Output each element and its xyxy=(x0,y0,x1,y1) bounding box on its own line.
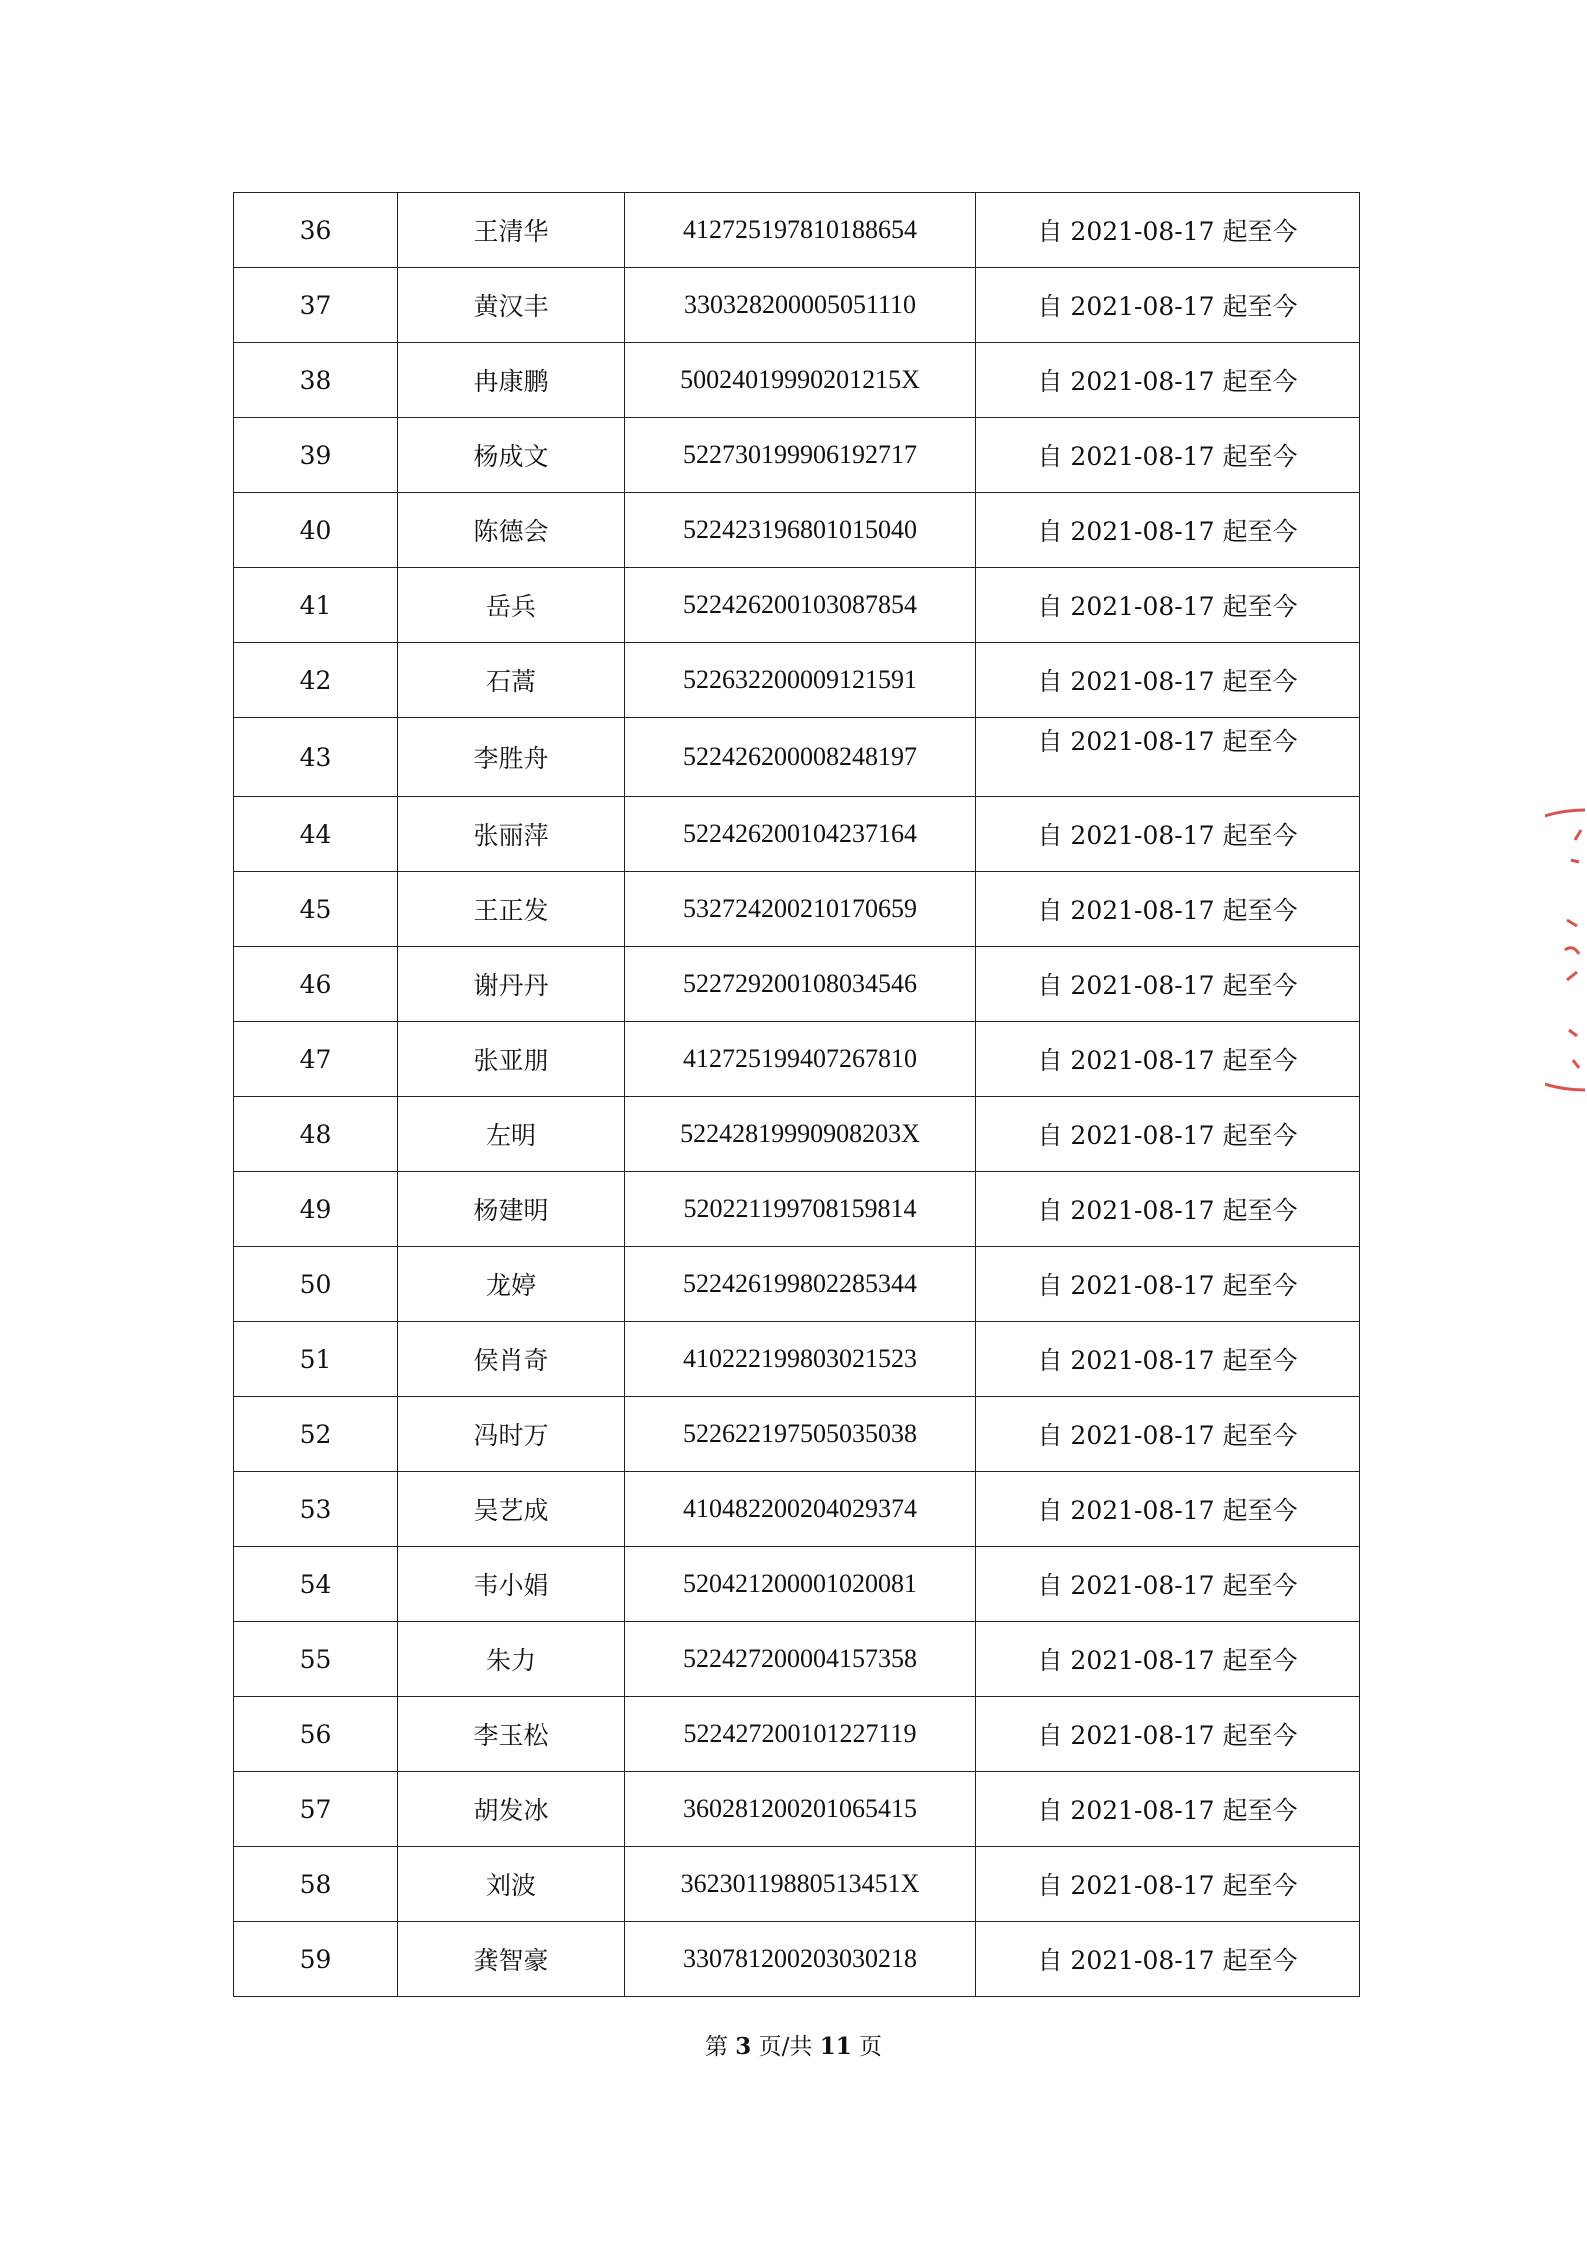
table-row xyxy=(234,1022,1360,1097)
row-number-cell: 53 xyxy=(234,1472,398,1547)
period-cell: 自 2021-08-17 起至今 xyxy=(976,1697,1360,1772)
id-number-cell: 330781200203030218 xyxy=(625,1922,976,1997)
name-cell: 黄汉丰 xyxy=(398,268,625,343)
name-cell: 张丽萍 xyxy=(398,797,625,872)
name-cell: 侯肖奇 xyxy=(398,1322,625,1397)
row-number-cell: 56 xyxy=(234,1697,398,1772)
table-row xyxy=(234,1847,1360,1922)
row-number-cell: 47 xyxy=(234,1022,398,1097)
name-cell: 王正发 xyxy=(398,872,625,947)
id-number-cell: 522427200004157358 xyxy=(625,1622,976,1697)
row-number-cell: 42 xyxy=(234,643,398,718)
period-cell: 自 2021-08-17 起至今 xyxy=(976,1097,1360,1172)
row-number-cell: 52 xyxy=(234,1397,398,1472)
period-cell: 自 2021-08-17 起至今 xyxy=(976,343,1360,418)
table-row xyxy=(234,1397,1360,1472)
row-number-cell: 58 xyxy=(234,1847,398,1922)
name-cell: 龙婷 xyxy=(398,1247,625,1322)
name-cell: 李玉松 xyxy=(398,1697,625,1772)
name-cell: 王清华 xyxy=(398,193,625,268)
period-cell: 自 2021-08-17 起至今 xyxy=(976,797,1360,872)
footer-prefix: 第 xyxy=(704,2034,728,2060)
table-row xyxy=(234,193,1360,268)
id-number-cell: 410222199803021523 xyxy=(625,1322,976,1397)
name-cell: 陈德会 xyxy=(398,493,625,568)
table-row xyxy=(234,1697,1360,1772)
period-cell: 自 2021-08-17 起至今 xyxy=(976,643,1360,718)
table-row xyxy=(234,1472,1360,1547)
table-row xyxy=(234,1547,1360,1622)
row-number-cell: 57 xyxy=(234,1772,398,1847)
id-number-cell: 50024019990201215X xyxy=(625,343,976,418)
period-cell: 自 2021-08-17 起至今 xyxy=(976,1922,1360,1997)
table-row xyxy=(234,1622,1360,1697)
table-row xyxy=(234,947,1360,1022)
id-number-cell: 522427200101227119 xyxy=(625,1697,976,1772)
row-number-cell: 48 xyxy=(234,1097,398,1172)
name-cell: 李胜舟 xyxy=(398,718,625,797)
period-cell: 自 2021-08-17 起至今 xyxy=(976,1622,1360,1697)
row-number-cell: 49 xyxy=(234,1172,398,1247)
id-number-cell: 522622197505035038 xyxy=(625,1397,976,1472)
id-number-cell: 36230119880513451X xyxy=(625,1847,976,1922)
table-row xyxy=(234,1247,1360,1322)
row-number-cell: 40 xyxy=(234,493,398,568)
id-number-cell: 330328200005051110 xyxy=(625,268,976,343)
table-row xyxy=(234,1772,1360,1847)
id-number-cell: 522729200108034546 xyxy=(625,947,976,1022)
period-cell: 自 2021-08-17 起至今 xyxy=(976,1172,1360,1247)
name-cell: 张亚朋 xyxy=(398,1022,625,1097)
table-row xyxy=(234,1172,1360,1247)
id-number-cell: 410482200204029374 xyxy=(625,1472,976,1547)
table-row xyxy=(234,343,1360,418)
name-cell: 刘波 xyxy=(398,1847,625,1922)
period-cell: 自 2021-08-17 起至今 xyxy=(976,1397,1360,1472)
id-number-cell: 520221199708159814 xyxy=(625,1172,976,1247)
table-row xyxy=(234,872,1360,947)
row-number-cell: 55 xyxy=(234,1622,398,1697)
name-cell: 朱力 xyxy=(398,1622,625,1697)
name-cell: 左明 xyxy=(398,1097,625,1172)
table-row xyxy=(234,268,1360,343)
id-number-cell: 520421200001020081 xyxy=(625,1547,976,1622)
period-cell: 自 2021-08-17 起至今 xyxy=(976,193,1360,268)
footer-suffix: 页 xyxy=(859,2034,883,2060)
id-number-cell: 522426199802285344 xyxy=(625,1247,976,1322)
row-number-cell: 51 xyxy=(234,1322,398,1397)
red-seal-stamp-icon xyxy=(1545,800,1587,1100)
period-cell: 自 2021-08-17 起至今 xyxy=(976,568,1360,643)
name-cell: 韦小娟 xyxy=(398,1547,625,1622)
row-number-cell: 46 xyxy=(234,947,398,1022)
table-row xyxy=(234,418,1360,493)
period-cell: 自 2021-08-17 起至今 xyxy=(976,1472,1360,1547)
row-number-cell: 59 xyxy=(234,1922,398,1997)
id-number-cell: 532724200210170659 xyxy=(625,872,976,947)
row-number-cell: 45 xyxy=(234,872,398,947)
name-cell: 杨建明 xyxy=(398,1172,625,1247)
period-cell: 自 2021-08-17 起至今 xyxy=(976,1022,1360,1097)
total-pages-number: 11 xyxy=(819,2033,852,2060)
row-number-cell: 37 xyxy=(234,268,398,343)
period-cell: 自 2021-08-17 起至今 xyxy=(976,493,1360,568)
table-row xyxy=(234,718,1360,797)
period-cell: 自 2021-08-17 起至今 xyxy=(976,718,1360,797)
page-footer xyxy=(0,2028,1587,2061)
table-row xyxy=(234,493,1360,568)
table-row xyxy=(234,797,1360,872)
period-cell: 自 2021-08-17 起至今 xyxy=(976,1772,1360,1847)
row-number-cell: 36 xyxy=(234,193,398,268)
id-number-cell: 522423196801015040 xyxy=(625,493,976,568)
table-row xyxy=(234,1922,1360,1997)
current-page-number: 3 xyxy=(735,2033,752,2060)
footer-middle: 页/共 xyxy=(758,2034,813,2060)
row-number-cell: 39 xyxy=(234,418,398,493)
personnel-table xyxy=(233,192,1360,1997)
id-number-cell: 522632200009121591 xyxy=(625,643,976,718)
row-number-cell: 38 xyxy=(234,343,398,418)
row-number-cell: 44 xyxy=(234,797,398,872)
row-number-cell: 43 xyxy=(234,718,398,797)
name-cell: 吴艺成 xyxy=(398,1472,625,1547)
table-row xyxy=(234,1097,1360,1172)
id-number-cell: 360281200201065415 xyxy=(625,1772,976,1847)
period-cell: 自 2021-08-17 起至今 xyxy=(976,1247,1360,1322)
period-cell: 自 2021-08-17 起至今 xyxy=(976,1847,1360,1922)
name-cell: 冉康鹏 xyxy=(398,343,625,418)
period-cell: 自 2021-08-17 起至今 xyxy=(976,1322,1360,1397)
name-cell: 谢丹丹 xyxy=(398,947,625,1022)
period-cell: 自 2021-08-17 起至今 xyxy=(976,872,1360,947)
period-cell: 自 2021-08-17 起至今 xyxy=(976,268,1360,343)
id-number-cell: 522426200008248197 xyxy=(625,718,976,797)
name-cell: 岳兵 xyxy=(398,568,625,643)
period-cell: 自 2021-08-17 起至今 xyxy=(976,418,1360,493)
row-number-cell: 41 xyxy=(234,568,398,643)
name-cell: 龚智豪 xyxy=(398,1922,625,1997)
table-row xyxy=(234,568,1360,643)
period-cell: 自 2021-08-17 起至今 xyxy=(976,1547,1360,1622)
id-number-cell: 412725199407267810 xyxy=(625,1022,976,1097)
name-cell: 胡发冰 xyxy=(398,1772,625,1847)
row-number-cell: 50 xyxy=(234,1247,398,1322)
table-row xyxy=(234,1322,1360,1397)
name-cell: 冯时万 xyxy=(398,1397,625,1472)
personnel-table-body xyxy=(234,193,1360,1997)
id-number-cell: 52242819990908203X xyxy=(625,1097,976,1172)
period-cell: 自 2021-08-17 起至今 xyxy=(976,947,1360,1022)
name-cell: 石蒿 xyxy=(398,643,625,718)
id-number-cell: 522426200104237164 xyxy=(625,797,976,872)
id-number-cell: 412725197810188654 xyxy=(625,193,976,268)
row-number-cell: 54 xyxy=(234,1547,398,1622)
id-number-cell: 522426200103087854 xyxy=(625,568,976,643)
id-number-cell: 522730199906192717 xyxy=(625,418,976,493)
name-cell: 杨成文 xyxy=(398,418,625,493)
table-row xyxy=(234,643,1360,718)
